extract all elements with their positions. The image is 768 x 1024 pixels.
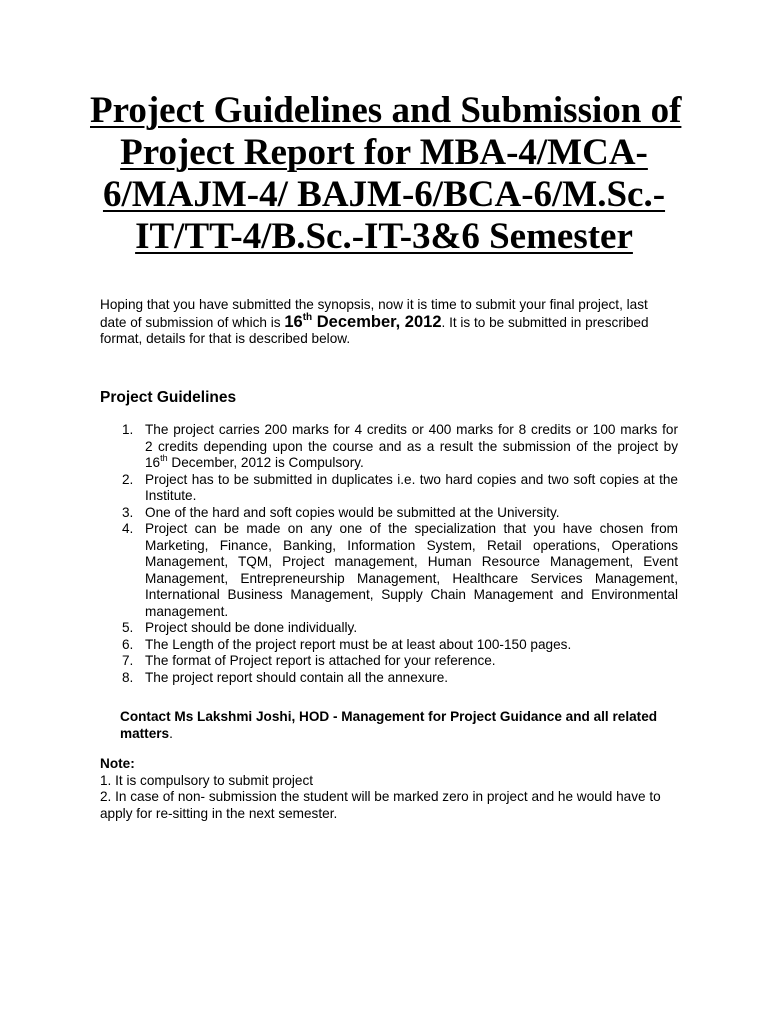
contact-line-2 [120, 726, 678, 743]
guideline-number: 2. [122, 471, 134, 487]
guideline-day-suffix: th [160, 453, 168, 463]
guideline-line: Institute. [145, 488, 197, 503]
guideline-line: One of the hard and soft copies would be submitted at the University. [145, 504, 560, 520]
guideline-item [100, 637, 678, 654]
guideline-line: Project can be made on any one of the specialization that you have chosen from [145, 521, 678, 536]
note-item: apply for re-sitting in the next semester. [100, 805, 338, 821]
contact-line-2-text: matters [120, 725, 170, 741]
note-heading: Note: [100, 756, 135, 771]
intro-line-2-end: . It is to be submitted in prescribed [441, 314, 649, 330]
guideline-text [145, 422, 678, 472]
guideline-line: The format of Project report is attached for your reference. [145, 653, 496, 668]
guideline-item [100, 422, 678, 472]
contact-line-2-period: . [169, 725, 173, 741]
intro-line-1: Hoping that you have submitted the synopsis, now it is time to submit your final project, last [100, 297, 648, 312]
section-heading: Project Guidelines [100, 389, 237, 406]
intro-line-3: format, details for that is described below. [100, 331, 351, 346]
guideline-line: Project has to be submitted in duplicates i.e. two hard copies and two soft copies at the [145, 471, 678, 487]
guideline-line [145, 455, 678, 472]
note-item: 2. In case of non- submission the student will be marked zero in project and he would have to [100, 789, 661, 804]
contact-line-1: Contact Ms Lakshmi Joshi, HOD - Management for Project Guidance and all related [120, 709, 658, 724]
date-month-year: December, 2012 [312, 312, 442, 331]
guideline-line: management. [145, 603, 229, 619]
guideline-text [145, 670, 678, 687]
date-day: 16 [284, 312, 303, 331]
guideline-item [100, 505, 678, 522]
intro-line-2 [100, 311, 678, 332]
note-item: 1. It is compulsory to submit project [100, 772, 314, 788]
guideline-number: 8. [122, 669, 134, 685]
guideline-line: The Length of the project report must be at least about 100-150 pages. [145, 636, 572, 652]
guideline-item [100, 472, 678, 505]
guideline-text [145, 521, 678, 620]
guideline-number: 3. [122, 504, 134, 520]
guideline-line: The project report should contain all the annexure. [145, 669, 449, 685]
guideline-line: Project should be done individually. [145, 620, 358, 635]
guideline-text [145, 472, 678, 505]
title-line-4: IT/TT-4/B.Sc.-IT-3&6 Semester [135, 216, 633, 257]
title-line-2: Project Report for MBA-4/MCA- [120, 132, 648, 173]
guideline-item [100, 620, 678, 637]
guideline-line: 2 credits depending upon the course and as a result the submission of the project by [145, 438, 678, 454]
guideline-item [100, 521, 678, 620]
title-line-1: Project Guidelines and Submission of [90, 90, 682, 131]
guideline-text [145, 637, 678, 654]
guideline-text [145, 620, 678, 637]
guideline-text [145, 653, 678, 670]
guideline-text [145, 505, 678, 522]
guideline-line: Marketing, Finance, Banking, Information System, Retail operations, Operations [145, 537, 678, 553]
contact-paragraph [120, 709, 678, 742]
date-suffix: th [302, 311, 313, 323]
intro-paragraph [100, 297, 678, 348]
guideline-day: 16 [145, 455, 161, 470]
guideline-line: International Business Management, Supply Chain Management and Environmental [145, 587, 678, 602]
guideline-number: 1. [122, 422, 134, 437]
guideline-number: 5. [122, 620, 134, 635]
intro-line-2-start: date of submission of which is [100, 314, 285, 330]
submission-date [284, 313, 441, 331]
note-section [100, 756, 678, 822]
guideline-item [100, 670, 678, 687]
title-line-3: 6/MAJM-4/ BAJM-6/BCA-6/M.Sc.- [102, 174, 666, 215]
guideline-date-rest: December, 2012 is Compulsory. [167, 455, 364, 470]
guideline-number: 7. [122, 653, 134, 668]
guideline-line: The project carries 200 marks for 4 credits or 400 marks for 8 credits or 100 marks for [145, 422, 678, 437]
guideline-line: Management, TQM, Project management, Human Resource Management, Event [145, 554, 678, 569]
guideline-item [100, 653, 678, 670]
guideline-number: 4. [122, 521, 134, 536]
document-title [90, 90, 682, 258]
guideline-number: 6. [122, 636, 134, 652]
guideline-line: Management, Entrepreneurship Management, Healthcare Services Management, [145, 570, 678, 586]
guidelines-list [100, 422, 678, 686]
